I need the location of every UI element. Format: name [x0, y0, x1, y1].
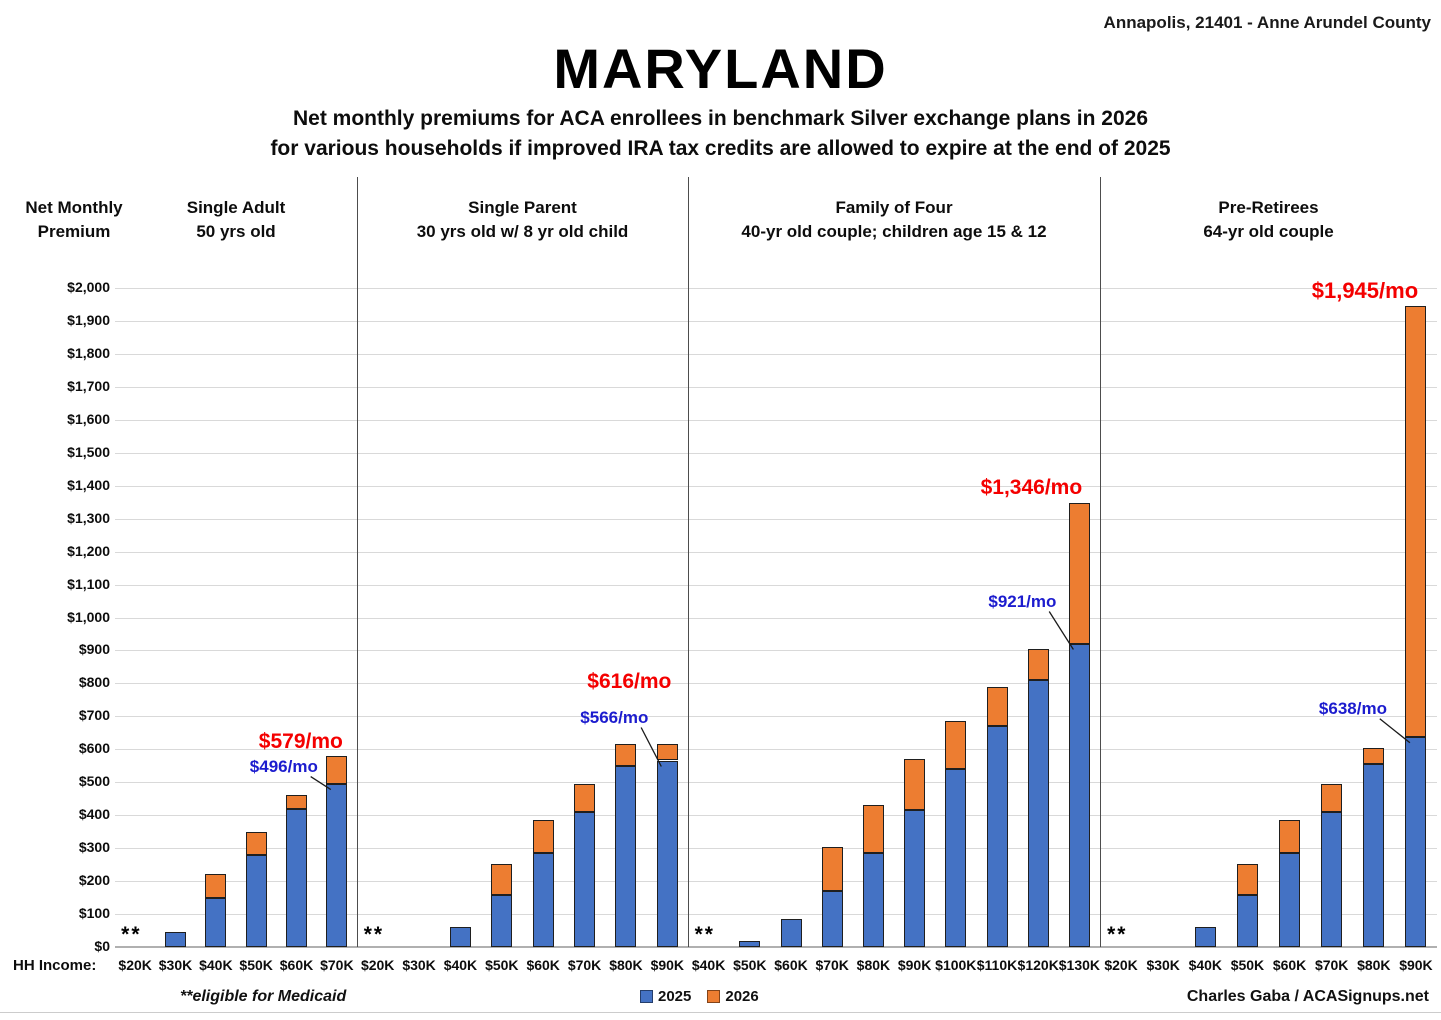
bar-2026-increase	[533, 820, 554, 853]
y-tick-label: $1,800	[67, 344, 110, 361]
gridline	[115, 585, 1437, 586]
bar-2026-increase	[1028, 649, 1049, 680]
chart-title: MARYLAND	[553, 37, 888, 100]
bar-2026-increase	[657, 744, 678, 760]
y-tick-label: $200	[78, 872, 110, 889]
gridline	[115, 288, 1437, 289]
bar-2026-increase	[574, 784, 595, 812]
y-tick-label: $1,100	[67, 575, 110, 592]
panel-title-line1: Single Adult	[186, 198, 286, 217]
panel-title	[694, 196, 1094, 244]
bar-2025	[739, 941, 760, 947]
chart-subtitle-line2: for various households if improved IRA tax credits are allowed to expire at the end of 2025	[270, 137, 1171, 160]
bar-2025	[1028, 680, 1049, 947]
chart-subtitle-line1: Net monthly premiums for ACA enrollees in benchmark Silver exchange plans in 2026	[292, 107, 1149, 130]
bar-2026-increase	[491, 864, 512, 895]
x-tick-label: $40K	[199, 957, 233, 973]
gridline	[115, 486, 1437, 487]
gridline	[115, 453, 1437, 454]
bar-2026-increase	[246, 832, 267, 855]
bar-2026-increase	[1363, 748, 1384, 764]
x-tick-label: $130K	[1058, 957, 1101, 973]
y-tick-label: $400	[78, 806, 110, 823]
panel-title-line1: Pre-Retirees	[1218, 198, 1319, 217]
panel-title	[1069, 196, 1441, 244]
callout-2025: $638/mo	[1318, 699, 1387, 719]
x-tick-label: $50K	[485, 957, 519, 973]
bar-2025	[574, 812, 595, 947]
bar-2025	[657, 761, 678, 947]
bar-2025	[491, 895, 512, 947]
bar-2026-increase	[822, 847, 843, 891]
x-tick-label: $70K	[1314, 957, 1349, 973]
x-tick-label: $80K	[609, 957, 643, 973]
y-axis-title-line2: Premium	[37, 222, 111, 241]
x-tick-label: $80K	[1357, 957, 1391, 973]
bar-2026-increase	[1069, 503, 1090, 643]
x-tick-label: $60K	[1272, 957, 1307, 973]
x-tick-label: $70K	[815, 957, 849, 973]
medicaid-footnote: **eligible for Medicaid	[180, 988, 347, 1005]
bar-2025	[286, 809, 307, 947]
legend-item	[707, 988, 758, 1005]
y-tick-label: $100	[78, 905, 110, 922]
gridline	[115, 354, 1437, 355]
bar-2026-increase	[205, 874, 226, 898]
bar-2025	[904, 810, 925, 947]
location-note: Annapolis, 21401 - Anne Arundel County	[1103, 13, 1431, 32]
gridline	[115, 420, 1437, 421]
bar-2025	[945, 769, 966, 947]
bar-2025	[822, 891, 843, 947]
x-tick-label: $20K	[1104, 957, 1138, 973]
gridline	[115, 387, 1437, 388]
panel-title-line1: Single Parent	[468, 198, 577, 217]
gridline	[115, 716, 1437, 717]
bar-2025	[1069, 644, 1090, 947]
legend-swatch	[707, 990, 720, 1003]
x-tick-label: $70K	[567, 957, 602, 973]
legend-label: 2025	[658, 988, 692, 1005]
bar-2025	[1237, 895, 1258, 947]
x-tick-label: $20K	[360, 957, 395, 973]
y-tick-label: $300	[78, 839, 110, 856]
bar-2025	[1405, 737, 1426, 947]
gridline	[115, 321, 1437, 322]
y-tick-label: $700	[78, 707, 110, 724]
callout-2025: $566/mo	[580, 707, 649, 727]
medicaid-eligible-marker: **	[121, 923, 142, 946]
x-tick-label: $40K	[1188, 957, 1223, 973]
y-tick-label: $0	[94, 938, 110, 954]
panel-title-line1: Family of Four	[835, 198, 953, 217]
legend-swatch	[640, 990, 653, 1003]
bar-2026-increase	[615, 744, 636, 765]
gridline	[115, 552, 1437, 553]
bar-2025	[533, 853, 554, 947]
callout-2025: $921/mo	[988, 591, 1057, 611]
y-axis-title-line1: Net Monthly	[25, 198, 123, 217]
panel-divider	[688, 177, 689, 947]
gridline	[115, 618, 1437, 619]
x-tick-label: $80K	[856, 957, 891, 973]
gridline	[115, 519, 1437, 520]
y-tick-label: $1,500	[67, 443, 110, 460]
x-tick-label: $70K	[320, 957, 354, 973]
medicaid-eligible-marker: **	[1107, 923, 1128, 946]
x-tick-label: $90K	[650, 957, 685, 973]
x-tick-label: $110K	[976, 957, 1018, 973]
y-tick-label: $1,300	[67, 509, 110, 526]
legend-label: 2026	[725, 988, 759, 1005]
bar-2026-increase	[1405, 306, 1426, 737]
bar-2025	[1195, 927, 1216, 947]
y-tick-label: $2,000	[67, 279, 110, 295]
callout-2026: $616/mo	[587, 670, 672, 693]
bar-2025	[615, 766, 636, 947]
bar-2025	[165, 932, 186, 947]
legend-item	[640, 988, 691, 1005]
bar-2025	[450, 927, 471, 947]
x-tick-label: $90K	[1399, 957, 1433, 973]
x-tick-label: $60K	[279, 957, 314, 973]
y-tick-label: $1,700	[67, 377, 110, 394]
y-tick-label: $1,000	[67, 608, 110, 625]
gridline	[115, 650, 1437, 651]
panel-title-line2: 30 yrs old w/ 8 yr old child	[416, 222, 629, 241]
medicaid-eligible-marker: **	[363, 923, 385, 946]
callout-2026: $1,346/mo	[980, 476, 1083, 500]
y-tick-label: $1,400	[67, 476, 110, 493]
gridline	[115, 848, 1437, 849]
callout-2026: $1,945/mo	[1311, 278, 1419, 304]
x-tick-label: $40K	[443, 957, 478, 973]
x-tick-label: $30K	[1146, 957, 1180, 973]
x-tick-label: $30K	[402, 957, 436, 973]
x-tick-label: $30K	[158, 957, 193, 973]
bar-2026-increase	[945, 721, 966, 769]
callout-2026: $579/mo	[258, 730, 343, 754]
bar-2025	[987, 726, 1008, 947]
bar-2026-increase	[863, 805, 884, 853]
y-tick-label: $1,900	[67, 311, 110, 328]
bar-2025	[781, 919, 802, 947]
gridline	[115, 683, 1437, 684]
y-tick-label: $600	[78, 740, 110, 757]
x-axis-title: HH Income:	[13, 957, 97, 974]
x-tick-label: $50K	[239, 957, 273, 973]
bar-2025	[1321, 812, 1342, 947]
x-tick-label: $50K	[733, 957, 767, 973]
bottom-rule	[0, 1012, 1441, 1013]
bar-2025	[326, 784, 347, 947]
panel-title	[323, 196, 723, 244]
callout-2025: $496/mo	[249, 757, 318, 777]
bar-2025	[1279, 853, 1300, 947]
panel-title-line2: 40-yr old couple; children age 15 & 12	[741, 222, 1047, 241]
bar-2026-increase	[1237, 864, 1258, 895]
x-tick-label: $100K	[935, 957, 977, 973]
bar-2026-increase	[1321, 784, 1342, 812]
panel-title-line2: 50 yrs old	[196, 222, 276, 241]
x-tick-label: $50K	[1230, 957, 1265, 973]
bar-2026-increase	[286, 795, 307, 808]
panel-title-line2: 64-yr old couple	[1203, 222, 1334, 241]
medicaid-eligible-marker: **	[694, 923, 715, 946]
bar-2025	[1363, 764, 1384, 947]
x-tick-label: $20K	[118, 957, 152, 973]
attribution: Charles Gaba / ACASignups.net	[1186, 988, 1429, 1005]
bar-2025	[246, 855, 267, 947]
bar-2025	[205, 898, 226, 947]
bar-2025	[863, 853, 884, 947]
x-tick-label: $90K	[897, 957, 932, 973]
gridline	[115, 782, 1437, 783]
x-tick-label: $40K	[691, 957, 726, 973]
y-tick-label: $500	[78, 773, 110, 790]
y-tick-label: $800	[78, 674, 110, 691]
bar-2026-increase	[904, 759, 925, 810]
x-tick-label: $60K	[526, 957, 560, 973]
gridline	[115, 815, 1437, 816]
bar-2026-increase	[1279, 820, 1300, 853]
y-tick-label: $1,200	[67, 542, 110, 559]
y-tick-label: $900	[78, 641, 110, 658]
panel-divider	[357, 177, 358, 947]
x-tick-label: $60K	[774, 957, 808, 973]
legend	[640, 988, 759, 1005]
y-tick-label: $1,600	[67, 410, 110, 427]
x-tick-label: $120K	[1017, 957, 1059, 973]
panel-divider	[1100, 177, 1101, 947]
bar-2026-increase	[987, 687, 1008, 727]
